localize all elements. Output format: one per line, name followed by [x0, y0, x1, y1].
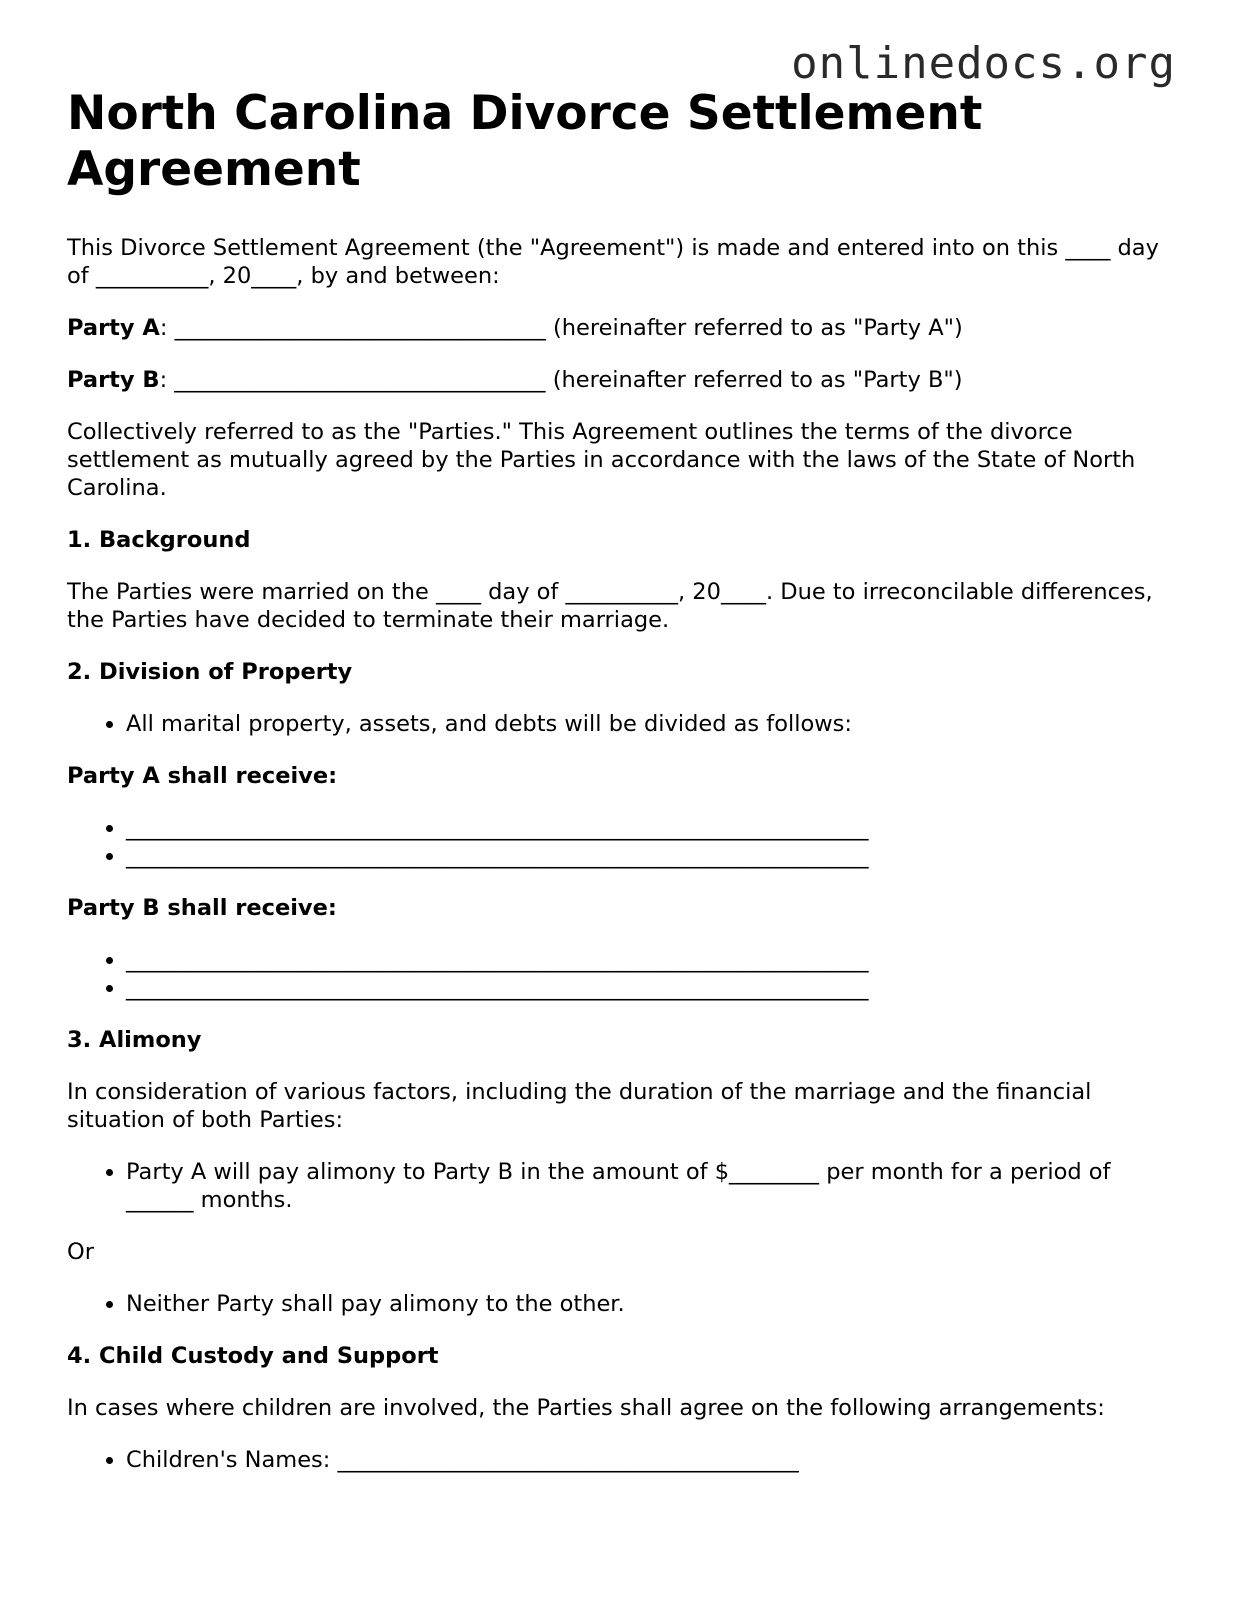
- party-b-label: Party B: [67, 367, 160, 393]
- collective-paragraph: Collectively referred to as the "Parties." This Agreement outlines the terms of the divorce settlement as mutually agreed by the Parties in accordance with the laws of the State of North Carolina.: [67, 419, 1136, 501]
- party-b-receive-heading: Party B shall receive:: [67, 895, 337, 921]
- section-custody-text: In cases where children are involved, the Parties shall agree on the following arrangements:: [67, 1395, 1105, 1421]
- list-item: • __________________________________________________________________: [126, 946, 1177, 974]
- list-item: • Children's Names: _________________________________________: [126, 1446, 1177, 1474]
- section-background-heading: 1. Background: [67, 527, 251, 553]
- party-a-line: [67, 314, 1177, 342]
- party-b-field: : _________________________________ (hereinafter referred to as "Party B"): [159, 367, 963, 393]
- party-a-label: Party A: [67, 315, 160, 341]
- custody-list: [67, 1446, 1177, 1474]
- list-item: • All marital property, assets, and debts will be divided as follows:: [126, 710, 1177, 738]
- alimony-option-2-list: [67, 1290, 1177, 1318]
- list-item: • Neither Party shall pay alimony to the other.: [126, 1290, 1177, 1318]
- party-b-line: [67, 366, 1177, 394]
- party-a-field: : _________________________________ (hereinafter referred to as "Party A"): [159, 315, 963, 341]
- section-background-text: The Parties were married on the ____ day of __________, 20____. Due to irreconcilable differences, the Parties have decided to terminate their marriage.: [67, 579, 1153, 633]
- document-page: [67, 86, 1177, 1498]
- section-alimony-heading: 3. Alimony: [67, 1027, 202, 1053]
- intro-paragraph: This Divorce Settlement Agreement (the "Agreement") is made and entered into on this ____ day of __________, 20____, by and between:: [67, 235, 1159, 289]
- section-alimony-text: In consideration of various factors, including the duration of the marriage and the financial situation of both Parties:: [67, 1079, 1092, 1133]
- document-title: North Carolina Divorce Settlement Agreement: [67, 86, 983, 197]
- party-a-receive-heading: Party A shall receive:: [67, 763, 338, 789]
- section-custody-heading: 4. Child Custody and Support: [67, 1343, 439, 1369]
- list-item: • Party A will pay alimony to Party B in the amount of $________ per month for a period of ______ months.: [126, 1158, 1177, 1214]
- list-item: • __________________________________________________________________: [126, 814, 1177, 842]
- list-item: • __________________________________________________________________: [126, 974, 1177, 1002]
- party-a-receive-list: [67, 814, 1177, 870]
- property-intro-list: [67, 710, 1177, 738]
- party-b-receive-list: [67, 946, 1177, 1002]
- alimony-option-1-list: [67, 1158, 1177, 1214]
- alimony-or: Or: [67, 1239, 94, 1265]
- list-item: • __________________________________________________________________: [126, 842, 1177, 870]
- section-property-heading: 2. Division of Property: [67, 659, 353, 685]
- watermark: onlinedocs.org: [791, 38, 1176, 89]
